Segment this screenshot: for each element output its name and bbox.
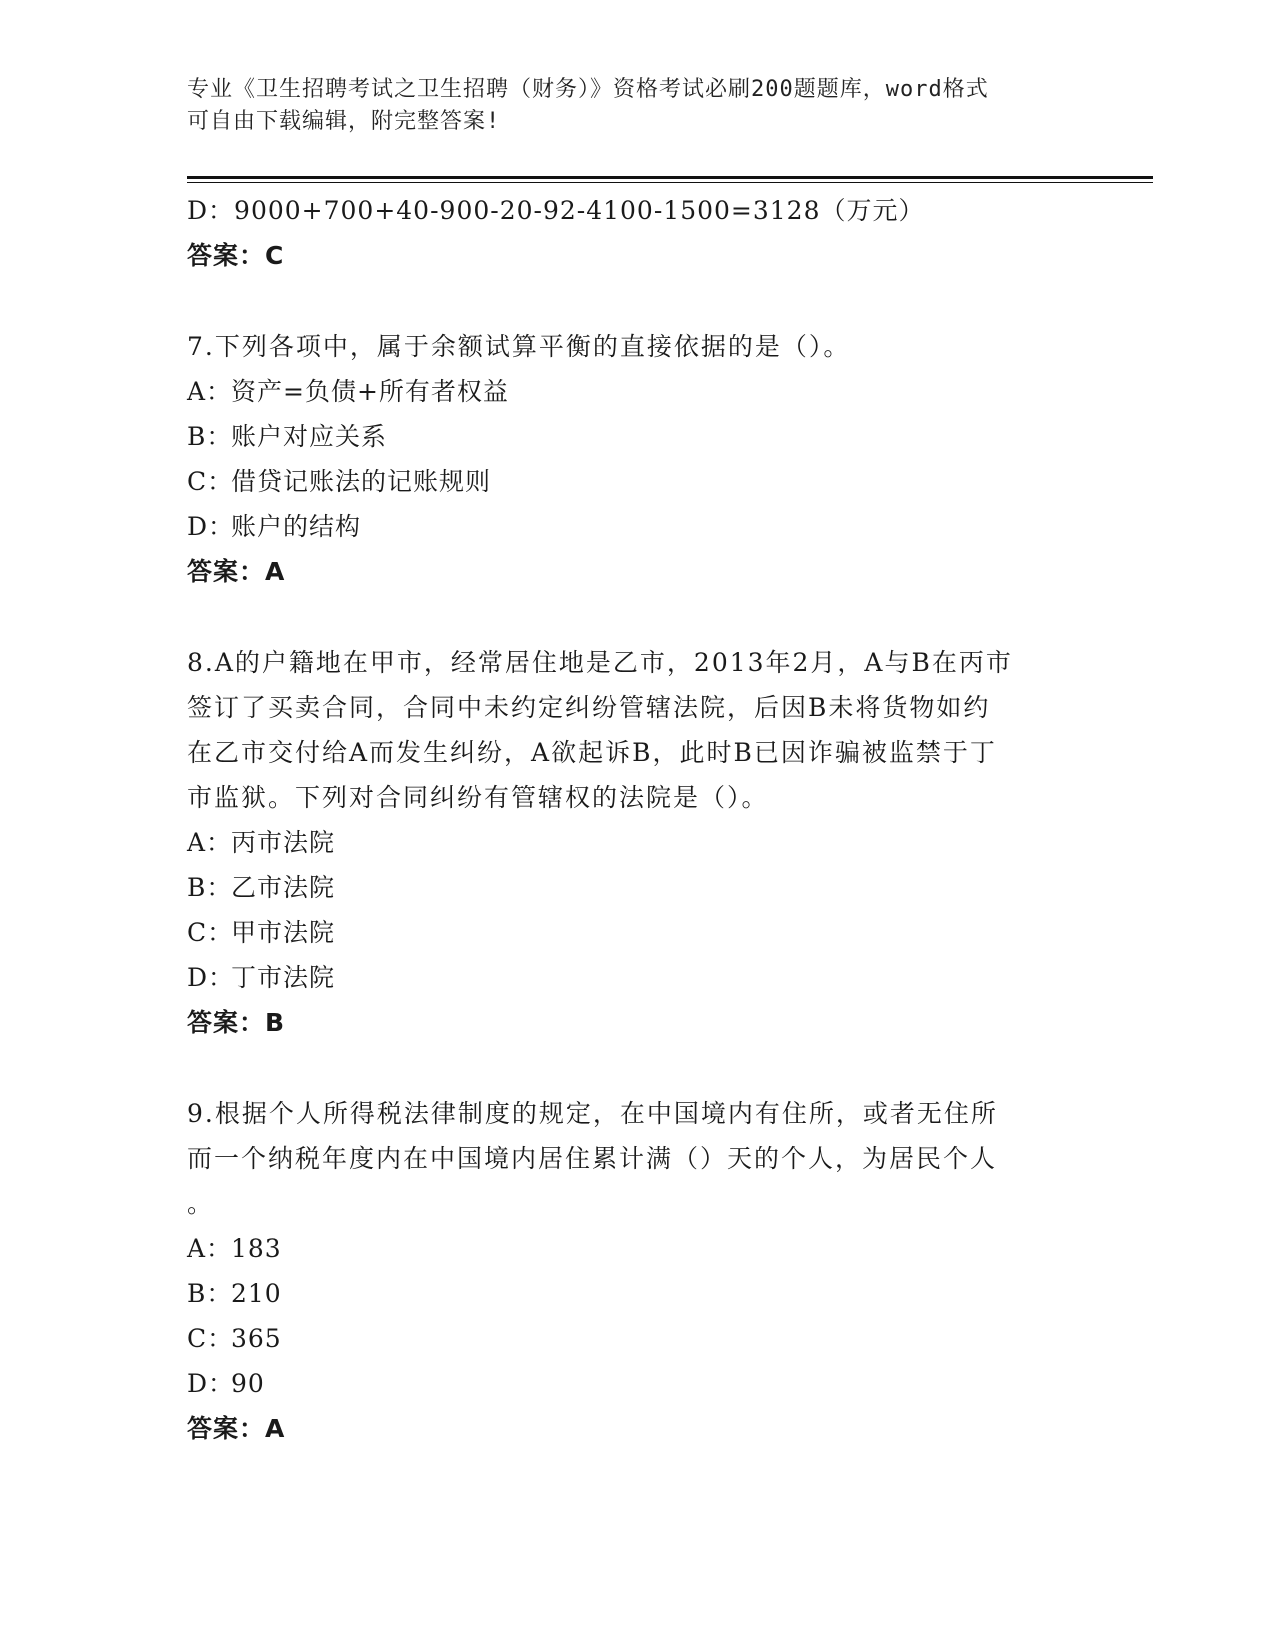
question-8-text-line-4: 市监狱。下列对合同纠纷有管辖权的法院是（）。 — [187, 783, 769, 812]
option-text: 丙市法院 — [231, 828, 336, 857]
question-7-option-b — [187, 414, 1087, 459]
question-9-text-line-2: 而一个纳税年度内在中国境内居住累计满（）天的个人，为居民个人 — [187, 1144, 998, 1173]
question-8-option-d — [187, 955, 1087, 1000]
question-9-option-a — [187, 1226, 1087, 1271]
question-7 — [187, 324, 1087, 594]
document-header — [187, 74, 1087, 138]
option-label: C： — [187, 1324, 234, 1353]
option-text: 210 — [231, 1279, 282, 1308]
option-text: 资产=负债+所有者权益 — [231, 377, 509, 406]
header-rule-thick — [187, 176, 1153, 179]
option-label: D： — [187, 512, 235, 541]
question-8-option-a — [187, 820, 1087, 865]
option-label: A： — [187, 377, 233, 406]
option-text: 账户对应关系 — [231, 422, 388, 451]
header-line-2: 可自由下载编辑，附完整答案! — [187, 109, 501, 134]
question-7-answer: 答案：A — [187, 557, 286, 586]
option-label: A： — [187, 1234, 233, 1263]
question-9-text-line-3: 。 — [187, 1189, 215, 1218]
option-label: A： — [187, 828, 233, 857]
option-label: C： — [187, 467, 234, 496]
question-8-option-b — [187, 865, 1087, 910]
prev-answer: 答案：C — [187, 241, 285, 270]
question-content — [187, 188, 1087, 1451]
question-8-text-line-3: 在乙市交付给A而发生纠纷，A欲起诉B，此时B已因诈骗被监禁于丁 — [187, 738, 997, 767]
question-9-option-c — [187, 1316, 1087, 1361]
option-text: 甲市法院 — [231, 918, 336, 947]
question-7-option-a — [187, 369, 1087, 414]
question-9-option-d — [187, 1361, 1087, 1406]
question-7-option-c — [187, 459, 1087, 504]
question-8-text-line-1: 8.A的户籍地在甲市，经常居住地是乙市，2013年2月，A与B在丙市 — [187, 648, 1013, 677]
option-text: 账户的结构 — [231, 512, 362, 541]
option-label: D： — [187, 963, 235, 992]
header-line-1: 专业《卫生招聘考试之卫生招聘（财务）》资格考试必刷200题题库，word格式 — [187, 77, 989, 102]
option-text: 365 — [231, 1324, 282, 1353]
question-9-text-line-1: 9.根据个人所得税法律制度的规定，在中国境内有住所，或者无住所 — [187, 1099, 998, 1128]
question-7-option-d — [187, 504, 1087, 549]
option-label: D： — [187, 1369, 235, 1398]
option-text: 乙市法院 — [231, 873, 336, 902]
header-rule-thin — [187, 182, 1153, 183]
option-text: 183 — [231, 1234, 282, 1263]
question-9 — [187, 1091, 1087, 1451]
option-text: 90 — [231, 1369, 265, 1398]
option-label: C： — [187, 918, 234, 947]
option-label: B： — [187, 1279, 233, 1308]
prev-option-d: D：9000+700+40-900-20-92-4100-1500=3128（万元） — [187, 196, 925, 225]
question-8 — [187, 640, 1087, 1045]
option-text: 借贷记账法的记账规则 — [231, 467, 492, 496]
question-9-option-b — [187, 1271, 1087, 1316]
option-text: 丁市法院 — [231, 963, 336, 992]
question-8-answer: 答案：B — [187, 1008, 286, 1037]
question-9-answer: 答案：A — [187, 1414, 286, 1443]
question-8-text-line-2: 签订了买卖合同，合同中未约定纠纷管辖法院，后因B未将货物如约 — [187, 693, 991, 722]
option-label: B： — [187, 422, 233, 451]
question-7-text: 7.下列各项中，属于余额试算平衡的直接依据的是（）。 — [187, 332, 851, 361]
option-label: B： — [187, 873, 233, 902]
question-8-option-c — [187, 910, 1087, 955]
